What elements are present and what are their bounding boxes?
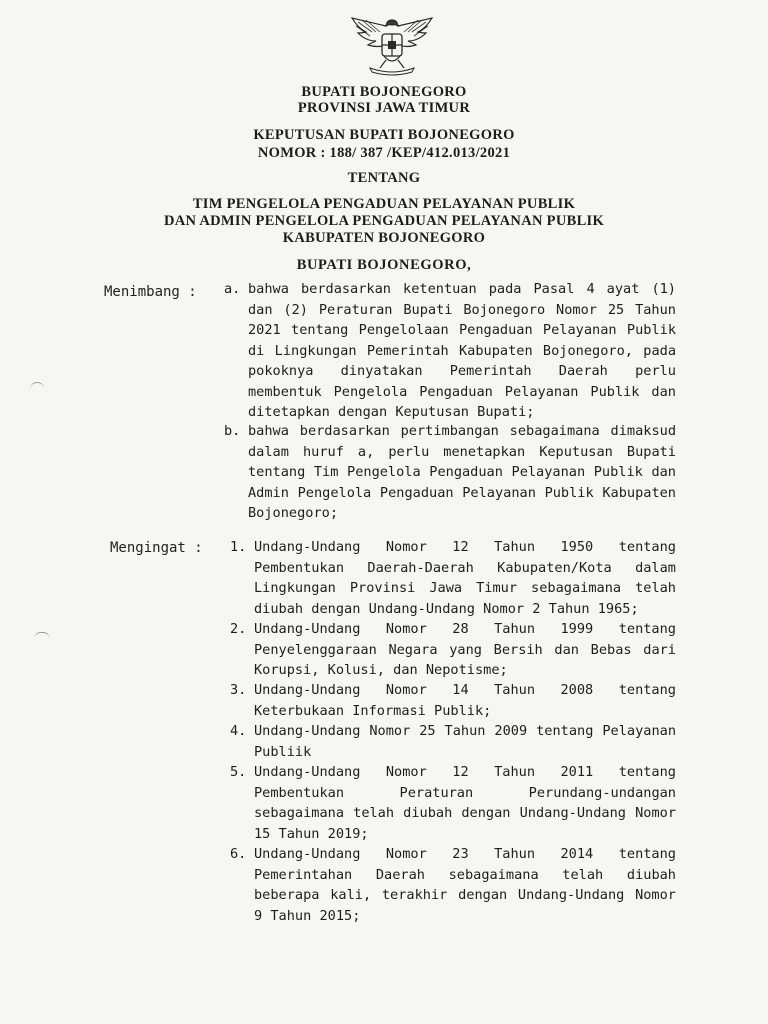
list-item-text: Undang-Undang Nomor 14 Tahun 2008 tentang Keterbukaan Informasi Publik; xyxy=(254,682,676,719)
list-item-text: Undang-Undang Nomor 28 Tahun 1999 tentang Penyelenggaraan Negara yang Bersih dan Bebas dari Korupsi, Kolusi, dan Nepotisme; xyxy=(254,621,676,678)
list-item-marker: a. xyxy=(224,281,241,297)
list-item-marker: 1. xyxy=(230,539,247,555)
scan-mark xyxy=(30,382,44,393)
list-item-text: bahwa berdasarkan ketentuan pada Pasal 4 ayat (1) dan (2) Peraturan Bupati Bojonegoro Nomor 25 Tahun 2021 tentang Pengelolaan Pengaduan Pelayanan Publik di Lingkungan Pemerintah Kabupaten Bojonegoro, pada pokoknya dinyatakan Pemerintah Daerah perlu membentuk Pengelola Pengaduan Pelayanan Publik dan ditetapkan dengan Keputusan Bupati; xyxy=(248,281,676,420)
list-item-marker: 2. xyxy=(230,621,247,637)
list-item-text: Undang-Undang Nomor 12 Tahun 1950 tentang Pembentukan Daerah-Daerah Kabupaten/Kota dalam Lingkungan Provinsi Jawa Timur sebagaimana telah diubah dengan Undang-Undang Nomor 2 Tahun 1965; xyxy=(254,539,676,617)
list-item-text: Undang-Undang Nomor 25 Tahun 2009 tentang Pelayanan Publiik xyxy=(254,723,676,760)
mengingat-label: Mengingat : xyxy=(110,540,203,556)
decision-subject: TIM PENGELOLA PENGADUAN PELAYANAN PUBLIK DAN ADMIN PENGELOLA PENGADUAN PELAYANAN PUBLIK KABUPATEN BOJONEGORO xyxy=(163,196,605,246)
authority-heading: BUPATI BOJONEGORO, xyxy=(296,257,472,273)
scan-mark xyxy=(34,632,50,639)
list-item-marker: b. xyxy=(224,423,241,439)
decision-title: KEPUTUSAN BUPATI BOJONEGORO xyxy=(253,127,515,143)
list-item-marker: 4. xyxy=(230,723,247,739)
list-item-marker: 5. xyxy=(230,764,247,780)
tentang-heading: TENTANG xyxy=(347,170,421,186)
list-item-marker: 6. xyxy=(230,846,247,862)
list-item-text: bahwa berdasarkan pertimbangan sebagaimana dimaksud dalam huruf a, perlu menetapkan Keputusan Bupati tentang Tim Pengelola Pengaduan Pelayanan Publik dan Admin Pengelola Pengaduan Pelayanan Publik Kabupaten Bojonegoro; xyxy=(248,423,676,521)
list-item-text: Undang-Undang Nomor 12 Tahun 2011 tentang Pembentukan Peraturan Perundang-undangan sebagaimana telah diubah dengan Undang-Undang Nomor 15 Tahun 2019; xyxy=(254,764,676,842)
regent-title: BUPATI BOJONEGORO xyxy=(301,84,467,100)
list-item-marker: 3. xyxy=(230,682,247,698)
decision-number: NOMOR : 188/ 387 /KEP/412.013/2021 xyxy=(257,145,511,161)
menimbang-label: Menimbang : xyxy=(104,284,197,300)
garuda-emblem-icon xyxy=(348,12,436,80)
list-item-text: Undang-Undang Nomor 23 Tahun 2014 tentang Pemerintahan Daerah sebagaimana telah diubah beberapa kali, terakhir dengan Undang-Undang Nomor 9 Tahun 2015; xyxy=(254,846,676,924)
province-title: PROVINSI JAWA TIMUR xyxy=(297,100,471,116)
